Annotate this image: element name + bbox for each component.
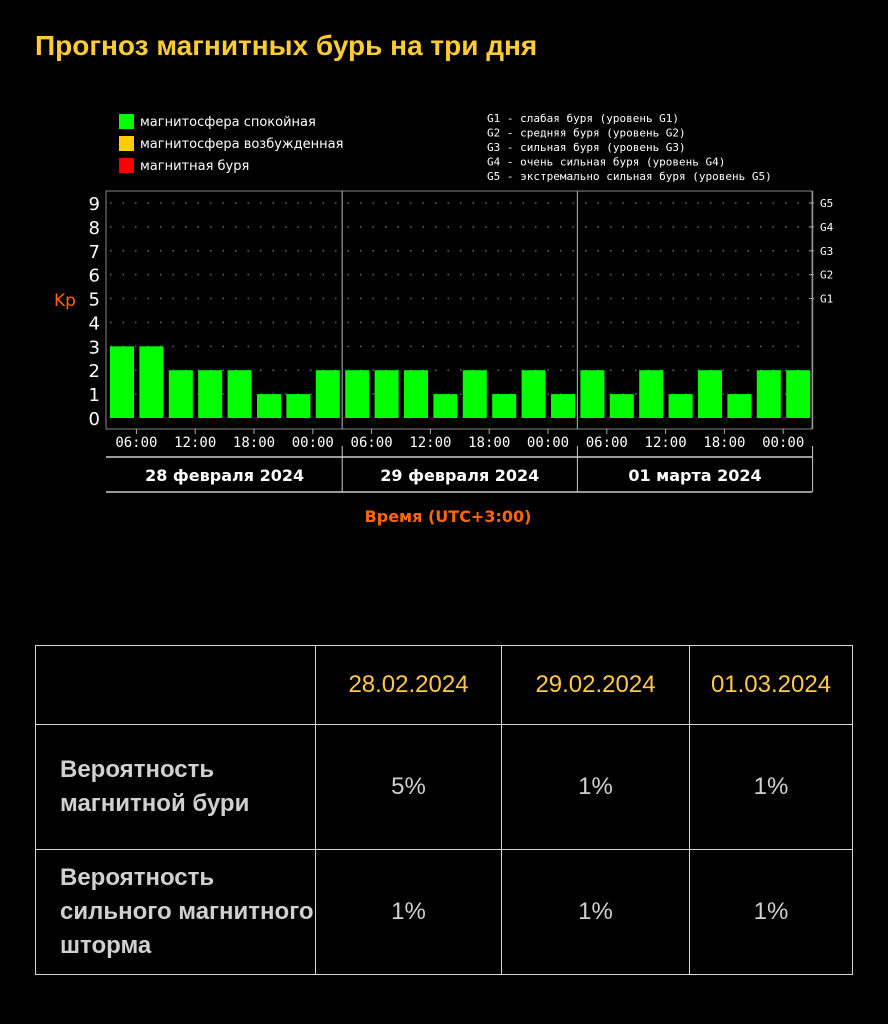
row-label: Вероятность сильного магнитного шторма	[36, 850, 316, 975]
kp-bar	[286, 394, 310, 418]
kp-bar	[551, 394, 575, 418]
g-level-legend: G1 - слабая буря (уровень G1)	[487, 112, 680, 125]
kp-bar	[463, 370, 487, 418]
kp-bar	[345, 370, 369, 418]
g-level-legend: G3 - сильная буря (уровень G3)	[487, 141, 686, 154]
probability-cell: 5%	[316, 725, 502, 850]
probability-cell: 1%	[316, 850, 502, 975]
y-tick-label: 5	[88, 289, 100, 311]
g-level-label: G2	[820, 268, 834, 282]
table-row	[36, 725, 853, 850]
kp-bar	[110, 346, 134, 418]
storm-probability-table	[35, 645, 853, 975]
x-axis-label: Время (UTC+3:00)	[364, 507, 532, 526]
y-tick-label: 1	[88, 385, 100, 407]
kp-bar	[639, 370, 663, 418]
y-tick-label: 4	[88, 313, 100, 335]
probability-cell: 1%	[502, 850, 690, 975]
probability-cell: 1%	[690, 725, 853, 850]
kp-bar	[786, 370, 810, 418]
y-tick-label: 2	[88, 361, 100, 383]
kp-bar	[257, 394, 281, 418]
kp-bar	[139, 346, 163, 418]
legend-label: магнитосфера спокойная	[140, 115, 316, 130]
kp-bar	[610, 394, 634, 418]
probability-cell: 1%	[690, 850, 853, 975]
kp-bar	[404, 370, 428, 418]
kp-bar	[169, 370, 193, 418]
y-tick-label: 9	[88, 194, 100, 215]
y-tick-label: 8	[88, 217, 100, 239]
legend-swatch	[119, 136, 134, 151]
time-tick-label: 00:00	[291, 435, 334, 451]
table-row	[36, 850, 853, 975]
g-level-label: G5	[820, 197, 834, 210]
kp-bar	[698, 370, 722, 418]
time-tick-label: 18:00	[468, 435, 511, 451]
kp-bar	[433, 394, 457, 418]
kp-bar	[757, 370, 781, 418]
time-tick-label: 18:00	[703, 435, 746, 451]
probability-cell: 1%	[502, 725, 690, 850]
y-tick-label: 0	[88, 409, 100, 430]
y-tick-label: 7	[88, 241, 100, 263]
time-tick-label: 00:00	[762, 435, 805, 451]
date-header: 29.02.2024	[502, 646, 690, 725]
g-level-legend: G2 - средняя буря (уровень G2)	[487, 126, 686, 140]
kp-bar	[580, 370, 604, 418]
table-header-row	[36, 646, 853, 725]
time-tick-label: 12:00	[644, 435, 687, 451]
g-level-legend: G5 - экстремально сильная буря (уровень G5)	[487, 170, 772, 183]
time-tick-label: 06:00	[585, 435, 628, 451]
kp-bar	[727, 394, 751, 418]
y-tick-label: 3	[88, 337, 100, 359]
g-level-legend: G4 - очень сильная буря (уровень G4)	[487, 155, 726, 169]
legend-swatch	[119, 158, 134, 173]
g-level-label: G1	[820, 292, 834, 306]
kp-bar	[522, 370, 546, 418]
legend-label: магнитосфера возбужденная	[140, 137, 344, 152]
time-tick-label: 12:00	[409, 435, 452, 451]
legend-label: магнитная буря	[140, 159, 250, 174]
day-label: 28 февраля 2024	[145, 466, 305, 485]
kp-bar	[375, 370, 399, 418]
time-tick-label: 00:00	[526, 435, 570, 451]
kp-bar	[492, 394, 516, 418]
time-tick-label: 06:00	[350, 435, 393, 451]
table-corner-cell	[36, 646, 316, 725]
kp-bar	[198, 370, 222, 418]
time-tick-label: 18:00	[232, 435, 276, 451]
kp-bar	[316, 370, 340, 418]
kp-bar	[669, 394, 693, 418]
row-label: Вероятность магнитной бури	[36, 725, 316, 850]
kp-bar	[228, 370, 252, 418]
page-title: Прогноз магнитных бурь на три дня	[35, 30, 538, 61]
day-label: 29 февраля 2024	[380, 466, 540, 485]
legend-swatch	[119, 114, 134, 129]
time-tick-label: 06:00	[115, 435, 158, 451]
date-header: 28.02.2024	[316, 646, 502, 725]
time-tick-label: 12:00	[174, 435, 217, 451]
day-label: 01 марта 2024	[628, 466, 762, 485]
g-level-label: G4	[820, 220, 834, 234]
y-tick-label: 6	[88, 265, 100, 287]
g-level-label: G3	[820, 244, 834, 258]
date-header: 01.03.2024	[690, 646, 853, 725]
y-axis-label: Kp	[54, 291, 76, 311]
